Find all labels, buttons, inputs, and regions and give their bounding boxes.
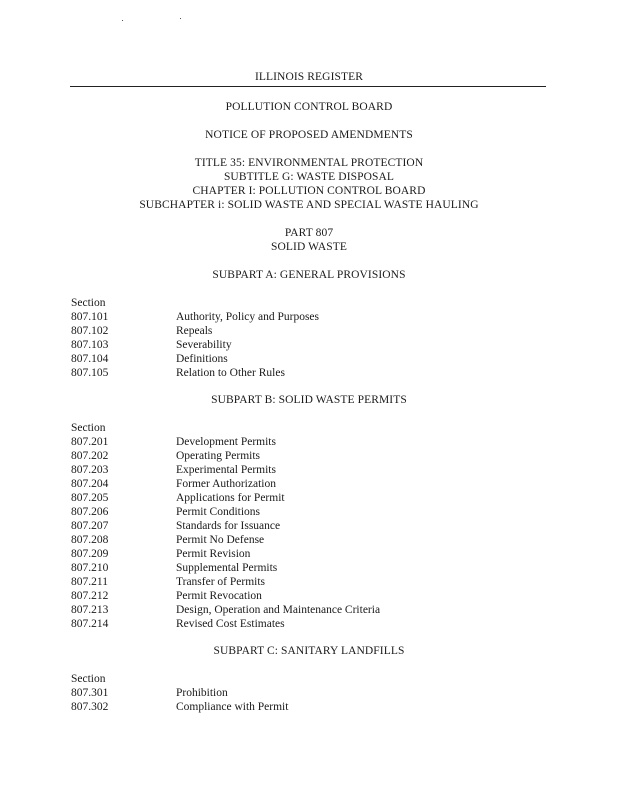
scan-speck [122,20,123,21]
section-title: Compliance with Permit [176,701,289,713]
section-number: 807.301 [71,687,109,699]
section-number: 807.102 [71,325,109,337]
register-header-title: ILLINOIS REGISTER [254,71,364,83]
section-number: 807.208 [71,534,109,546]
section-title: Applications for Permit [176,492,285,504]
section-title: Permit Revision [176,548,251,560]
section-title: Definitions [176,353,228,365]
subchapter-line: SUBCHAPTER i: SOLID WASTE AND SPECIAL WASTE HAULING [139,199,479,211]
chapter-line: CHAPTER I: POLLUTION CONTROL BOARD [192,185,426,197]
title-line: TITLE 35: ENVIRONMENTAL PROTECTION [194,157,424,169]
section-number: 807.211 [71,576,108,588]
notice-title: NOTICE OF PROPOSED AMENDMENTS [205,129,413,141]
section-number: 807.207 [71,520,109,532]
section-title: Revised Cost Estimates [176,618,285,630]
section-number: 807.209 [71,548,109,560]
section-number: 807.210 [71,562,109,574]
section-label: Section [71,297,106,309]
section-number: 807.206 [71,506,109,518]
section-title: Prohibition [176,687,228,699]
section-label: Section [71,673,106,685]
section-number: 807.202 [71,450,109,462]
scan-speck [180,18,181,19]
header-rule [70,86,546,87]
section-title: Operating Permits [176,450,260,462]
subpart-c-title: SUBPART C: SANITARY LANDFILLS [213,645,405,657]
section-number: 807.201 [71,436,109,448]
section-title: Supplemental Permits [176,562,278,574]
part-name: SOLID WASTE [271,241,347,253]
section-title: Repeals [176,325,213,337]
section-title: Standards for Issuance [176,520,281,532]
section-number: 807.212 [71,590,109,602]
section-label: Section [71,422,106,434]
section-title: Severability [176,339,232,351]
section-title: Permit Conditions [176,506,261,518]
section-number: 807.104 [71,353,109,365]
section-number: 807.213 [71,604,109,616]
part-number: PART 807 [284,227,334,239]
section-number: 807.302 [71,701,109,713]
section-title: Relation to Other Rules [176,367,285,379]
board-name: POLLUTION CONTROL BOARD [225,101,393,113]
section-title: Authority, Policy and Purposes [176,311,319,323]
section-title: Development Permits [176,436,276,448]
section-number: 807.105 [71,367,109,379]
section-number: 807.214 [71,618,109,630]
section-number: 807.203 [71,464,109,476]
section-number: 807.205 [71,492,109,504]
subpart-b-title: SUBPART B: SOLID WASTE PERMITS [211,394,407,406]
section-number: 807.103 [71,339,109,351]
section-number: 807.101 [71,311,109,323]
section-title: Permit No Defense [176,534,265,546]
section-title: Design, Operation and Maintenance Criteria [176,604,381,616]
subpart-a-title: SUBPART A: GENERAL PROVISIONS [212,269,406,281]
section-title: Former Authorization [176,478,276,490]
section-number: 807.204 [71,478,109,490]
section-title: Experimental Permits [176,464,276,476]
section-title: Transfer of Permits [176,576,266,588]
subtitle-line: SUBTITLE G: WASTE DISPOSAL [223,171,395,183]
section-title: Permit Revocation [176,590,262,602]
